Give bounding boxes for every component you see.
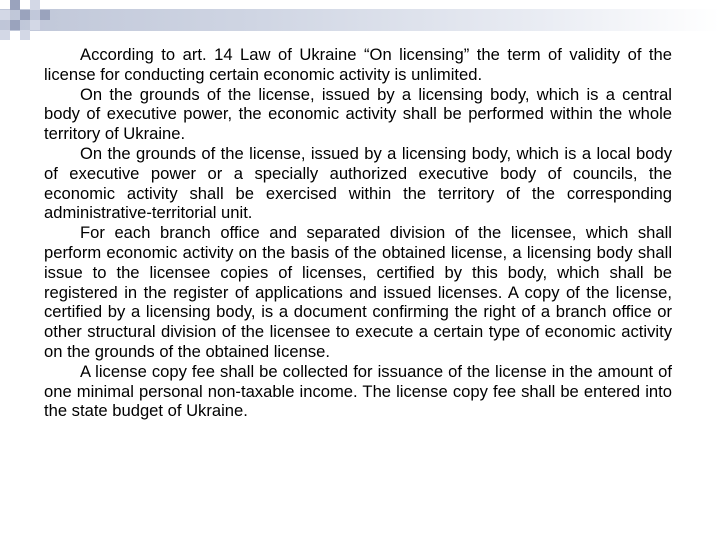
paragraph: A license copy fee shall be collected for issuance of the license in the amount of one minimal personal non-taxable income. The license copy fee shall be entered into the state budget of Ukraine. (44, 361, 672, 421)
checker-square (20, 30, 30, 40)
paragraph: According to art. 14 Law of Ukraine “On licensing” the term of validity of the license for conducting certain economic activity is unlimited. (44, 45, 672, 84)
paragraph: On the grounds of the license, issued by a licensing body, which is a local body of executive power or a specially authorized executive body of councils, the economic activity shall be exercised within the territory of the corresponding administrative-territorial unit. (44, 143, 672, 223)
header-decoration (0, 0, 720, 40)
checker-square (0, 10, 10, 20)
checker-square (10, 20, 20, 30)
paragraph: On the grounds of the license, issued by a licensing body, which is a central body of executive power, the economic activity shall be performed within the whole territory of Ukraine. (44, 84, 672, 144)
checker-square (20, 10, 30, 20)
paragraph: For each branch office and separated division of the licensee, which shall perform economic activity on the basis of the obtained license, a licensing body shall issue to the licensee copies of licenses, certified by this body, which shall be registered in the register of applications and issued licenses. A copy of the license, certified by a licensing body, is a document confirming the right of a branch office or other structural division of the licensee to execute a certain type of economic activity on the grounds of the obtained license. (44, 223, 672, 361)
checker-square (30, 0, 40, 10)
checker-pattern (0, 0, 64, 40)
checker-square (10, 0, 20, 10)
checker-square (0, 30, 10, 40)
checker-square (30, 20, 40, 30)
document-body (44, 45, 672, 421)
header-gradient-bar (0, 9, 720, 31)
checker-square (40, 10, 50, 20)
